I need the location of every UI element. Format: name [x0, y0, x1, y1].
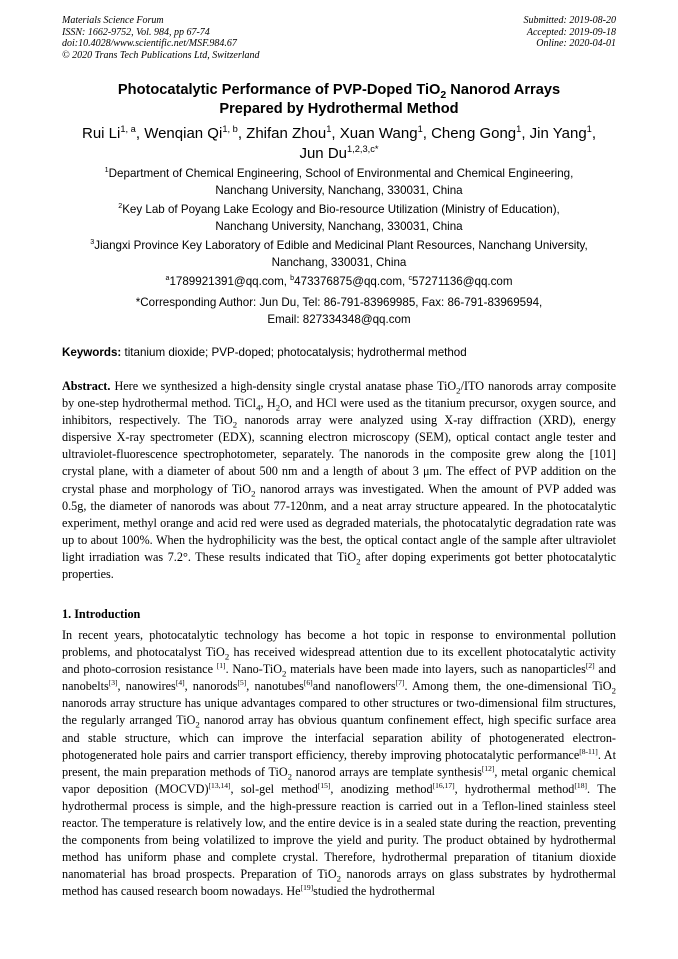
paper-title — [62, 81, 616, 118]
author-affiliation-mark: 1 — [516, 124, 522, 134]
affiliation-2: $^2$Key Lab of Poyang Lake Ecology and Bio-resource Utilization (Ministry of Education), Nanchang University, Nanchang, 330031, China — [118, 201, 560, 233]
author-name: Jun Du — [299, 145, 347, 162]
author-emails: $^a$1789921391@qq.com, $^b$473376875@qq.com, $^c$57271136@qq.com — [165, 273, 513, 288]
citation: [15] — [317, 780, 331, 790]
citation: [2] — [585, 661, 595, 671]
citation: [16,17] — [432, 780, 455, 790]
citation: [1] — [216, 661, 226, 671]
keywords — [62, 345, 616, 360]
author-affiliation-mark: 1 — [417, 124, 423, 134]
citation: [3] — [108, 678, 118, 688]
author-affiliation-mark: 1,2,3,c* — [347, 144, 379, 154]
citation: [12] — [481, 763, 495, 773]
author-affiliation-mark: 1, b — [222, 124, 238, 134]
introduction-paragraph: In recent years, photocatalytic technology has become a hot topic in response to environmental pollution problems, and photocatalyst TiO$_2$ has received widespread attention due to its excellent photocatalytic activity and photo-corrosion resistance [1]. Nano-TiO$_2$ materials have been made into layers, such as nanoparticles[2] and nanobelts[3], nanowires[4], nanorods[5], nanotubes[6]and nanoflowers[7]. Among them, the one-dimensional TiO$_2$ nanorods array structure has unique advantages compared to other structures or two-dimensional film structures, the regularly arranged TiO$_2$ nanorod array has obvious quantum confinement effect, high specific surface area and stable structure, which can improve the interfacial separation ability of photogenerated electron-photogenerated hole pairs and carrier transport efficiency, thereby improving photocatalytic performance[8-11]. At present, the main preparation methods of TiO$_2$ nanorod arrays are template synthesis[12], metal organic chemical vapor deposition (MOCVD)[13,14], sol-gel method[15], anodizing method[16,17], hydrothermal method[18]. The hydrothermal process is simple, and the high-pressure reaction is carried out in a Teflon-lined stainless steel reactor. The temperature is relatively low, and the entire device is in a sealed state during the reaction, preventing the components from being volatilized to improve the yield and purity. The product obtained by hydrothermal method has uniform phase and complete crystal. Therefore, hydrothermal preparation of titanium dioxide nanomaterial has broad prospects. Preparation of TiO$_2$ nanorods arrays on glass substrates by hydrothermal method has caused research boom nowadays. He[19]studied the hydrothermal — [62, 628, 617, 899]
author-affiliation-mark: 1 — [586, 124, 592, 134]
doi-line: doi:10.4028/www.scientific.net/MSF.984.67 — [62, 38, 237, 49]
citation: [18] — [574, 780, 587, 790]
section-heading: 1. Introduction — [62, 607, 141, 621]
authors-line-1: Rui Li$^{1, a}$, Wenqian Qi$^{1, b}$, Zhifan Zhou$^1$, Xuan Wang$^1$, Cheng Gong$^1$, Jin Yang$^1$, — [81, 124, 597, 142]
author-affiliation-mark: 1 — [326, 124, 332, 134]
header-right — [524, 15, 617, 50]
submitted-date: Submitted: 2019-08-20 — [523, 15, 616, 26]
title-line-1: Photocatalytic Performance of PVP-Doped TiO$_2$ Nanorod Arrays — [117, 82, 561, 101]
abstract: Abstract. Here we synthesized a high-density single crystal anatase phase TiO$_2$/ITO nanorods array composite by one-step hydrothermal method. TiCl$_4$, $H_2O$, and HCl were used as the titanium precursor, oxygen source, and inhibitors, respectively. The TiO$_2$ nanorods array were analyzed using X-ray diffraction (XRD), energy dispersive X-ray spectrometer (EDX), scanning electron microscopy (SEM), optical contact angle tester and ultraviolet-fluorescence spectrophotometer, separately. The nanorods in the composite grew along the [101] crystal plane, with a diameter of about 500 nm and a length of about 3 μm. The effect of PVP addition on the crystal phase and morphology of TiO$_2$ nanorod arrays was investigated. When the amount of PVP added was 0.5g, the diameter of nanorods was about 77-120nm, and a neat array structure appeared. In the photocatalytic experiment, methyl orange and acid red were used as degraded materials, the photocatalytic degradation rate was up to about 100%. When the hydrophilicity was the best, the optical contact angle of the sample after ultraviolet light irradiation was 7.2°. These results indicated that TiO$_2$ after doping experiments got better photocatalytic properties. — [62, 379, 617, 582]
email-b: 473376875@qq.com, — [294, 275, 409, 288]
corresponding-author: *Corresponding Author: Jun Du, Tel: 86-791-83969985, Fax: 86-791-83969594, Email: 827334348@qq.com — [135, 296, 543, 326]
title-line-2: Prepared by Hydrothermal Method — [219, 100, 459, 117]
authors-line-2 — [52, 144, 626, 164]
citation: [7] — [395, 678, 405, 688]
citation: [8-11] — [579, 746, 598, 756]
author-name: Xuan Wang — [339, 125, 418, 142]
keywords-label: Keywords: — [62, 346, 122, 359]
abstract-label: Abstract. — [62, 379, 111, 393]
online-date: Online: 2020-04-01 — [536, 38, 616, 49]
copyright-line: © 2020 Trans Tech Publications Ltd, Switzerland — [62, 49, 260, 61]
affiliation-3: $^3$Jiangxi Province Key Laboratory of Edible and Medicinal Plant Resources, Nanchang University, Nanchang, 330031, China — [90, 237, 588, 269]
issn-line: ISSN: 1662-9752, Vol. 984, pp 67-74 — [62, 26, 210, 38]
author-name: Cheng Gong — [431, 125, 517, 142]
keywords-text: titanium dioxide; PVP-doped; photocatalysis; hydrothermal method — [121, 346, 467, 359]
accepted-date: Accepted: 2019-09-18 — [526, 26, 616, 38]
citation: [19] — [300, 883, 314, 893]
author-list — [52, 124, 626, 164]
citation: [6] — [303, 678, 313, 688]
header-left — [62, 15, 260, 61]
author-name: Zhifan Zhou — [246, 125, 327, 142]
affiliation-1: $^1$Department of Chemical Engineering, School of Environmental and Chemical Engineering, Nanchang University, Nanchang, 330031, China — [104, 165, 574, 197]
citation: [13,14] — [208, 780, 231, 790]
email-c: 57271136@qq.com — [412, 275, 513, 288]
journal-name: Materials Science Forum — [62, 15, 164, 26]
citation: [5] — [237, 678, 247, 688]
author-name: Jin Yang — [529, 125, 587, 142]
citation: [4] — [175, 678, 185, 688]
author-name: Rui Li — [81, 125, 121, 142]
email-a: 1789921391@qq.com, — [169, 275, 291, 288]
author-affiliation-mark: 1, a — [120, 124, 136, 134]
author-name: Wenqian Qi — [144, 125, 223, 142]
